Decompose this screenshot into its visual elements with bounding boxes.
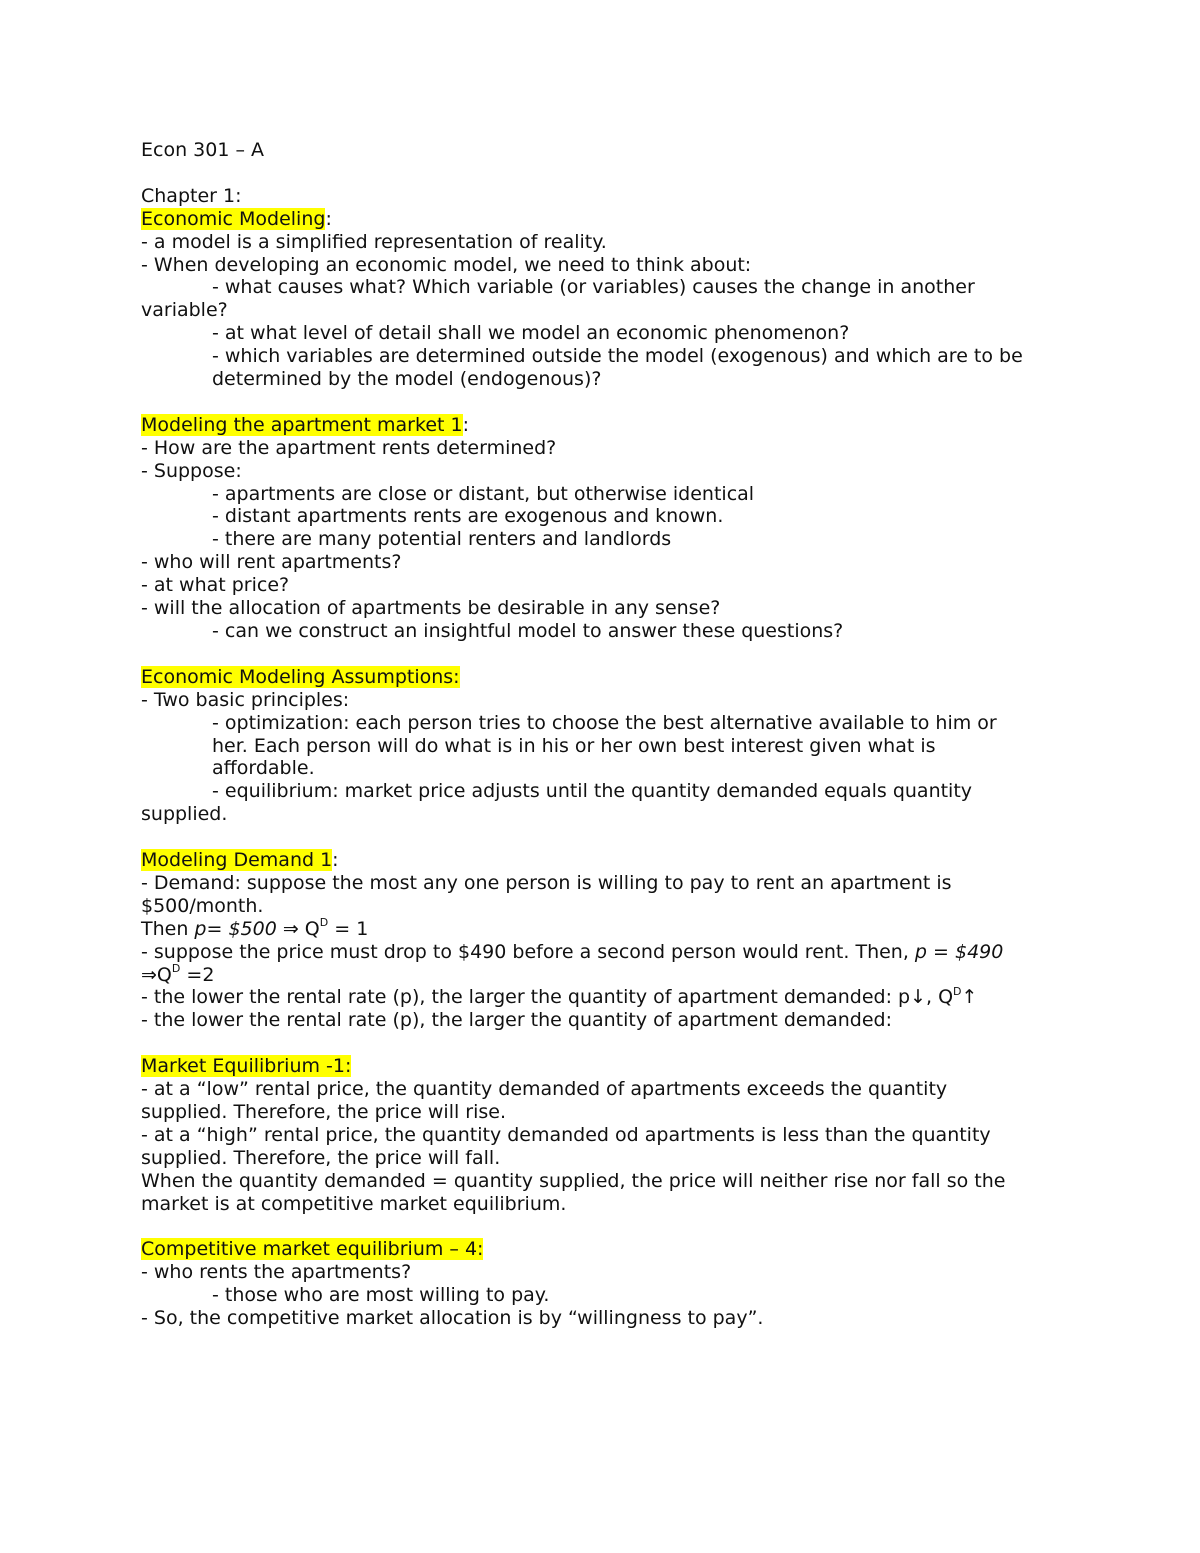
wrapped-line: her. Each person will do what is in his or her own best interest given what is [212,734,936,757]
text-run: = 1 [328,917,369,940]
wrapped-line: supplied. Therefore, the price will rise. [141,1100,507,1123]
superscript: D [319,916,329,930]
sub-bullet-item: - those who are most willing to pay. [212,1284,550,1307]
chapter-heading: Chapter 1: [141,184,242,207]
wrapped-line: determined by the model (endogenous)? [212,368,602,391]
bullet-item: - at a “low” rental price, the quantity demanded of apartments exceeds the quantity [141,1078,948,1101]
spacer [141,826,1071,849]
section-heading-economic-modeling [141,208,1071,231]
wrapped-line: supplied. Therefore, the price will fall. [141,1146,501,1169]
text-run: Then [141,917,195,940]
bullet-item: - When developing an economic model, we need to think about: [141,253,752,276]
bullet-item: - So, the competitive market allocation is by “willingness to pay”. [141,1307,764,1330]
highlighted-heading: Modeling Demand 1 [141,849,333,872]
bullet-item: - Suppose: [141,459,242,482]
sub-bullet-item: - what causes what? Which variable (or variables) causes the change in another [212,276,975,299]
wrapped-line: variable? [141,299,228,322]
heading-suffix: : [462,413,469,436]
sub-bullet-item: - at what level of detail shall we model an economic phenomenon? [212,322,850,345]
spacer [141,162,1071,185]
bullet-item: - a model is a simplified representation of reality. [141,230,607,253]
superscript: D [953,985,962,999]
highlighted-heading: Modeling the apartment market 1 [141,413,463,436]
sub-bullet-item: - distant apartments rents are exogenous and known. [212,505,724,528]
paragraph-line: When the quantity demanded = quantity supplied, the price will neither rise nor fall so the [141,1169,1006,1192]
bullet-item: - who rents the apartments? [141,1261,412,1284]
bullet-item: - Two basic principles: [141,688,350,711]
italic-equation: p= $500 [194,917,277,940]
course-title: Econ 301 – A [141,139,264,161]
section-heading-apartment-market [141,414,1071,437]
section-heading-competitive-equilibrium [141,1238,1071,1261]
wrapped-line: market is at competitive market equilibrium. [141,1192,567,1215]
sub-bullet-item: - can we construct an insightful model to answer these questions? [212,620,844,642]
wrapped-line: supplied. [141,803,228,826]
bullet-item: - will the allocation of apartments be desirable in any sense? [141,597,721,620]
spacer [141,643,1071,666]
text-run: ⇒ Q [276,917,320,940]
sub-bullet-item: - which variables are determined outside the model (exogenous) and which are to be [212,345,1023,368]
bullet-item: - the lower the rental rate (p), the larger the quantity of apartment demanded: [141,1009,892,1032]
equation-line [141,918,1071,941]
italic-equation: p = $490 [914,940,1004,963]
sub-bullet-item: - optimization: each person tries to choose the best alternative available to him or [212,711,997,734]
heading-suffix: : [332,849,339,872]
spacer [141,1032,1071,1055]
section-heading-market-equilibrium [141,1055,1071,1078]
spacer [141,1216,1071,1239]
bullet-item: - who will rent apartments? [141,551,402,574]
heading-suffix: : [325,207,332,230]
sub-bullet-item: - there are many potential renters and landlords [212,528,672,551]
wrapped-line: $500/month. [141,894,264,917]
highlighted-heading: Competitive market equilibrium – 4: [141,1238,484,1261]
text-run: ⇒Q [141,963,172,986]
spacer [141,391,1071,414]
sub-bullet-item: - apartments are close or distant, but otherwise identical [212,482,755,505]
highlighted-heading: Economic Modeling Assumptions: [141,665,460,688]
wrapped-line [141,964,1071,987]
bullet-item: - Demand: suppose the most any one person is willing to pay to rent an apartment is [141,871,952,894]
bullet-item: - at a “high” rental price, the quantity demanded od apartments is less than the quantity [141,1123,991,1146]
bullet-item: - at what price? [141,574,290,597]
bullet-item: - How are the apartment rents determined? [141,436,557,459]
bullet-item [141,986,1071,1009]
text-run: ↑ [961,986,978,1009]
text-run: =2 [180,963,215,986]
highlighted-heading: Economic Modeling [141,207,326,230]
bullet-item [141,941,1071,964]
section-heading-demand [141,849,1071,872]
section-heading-assumptions [141,666,1071,689]
document-page [141,139,1071,1330]
wrapped-line: affordable. [212,757,315,780]
sub-bullet-item: - equilibrium: market price adjusts until the quantity demanded equals quantity [212,780,973,803]
highlighted-heading: Market Equilibrium -1: [141,1055,352,1078]
superscript: D [171,962,181,976]
text-run: - suppose the price must drop to $490 before a second person would rent. Then, [141,940,915,963]
text-run: - the lower the rental rate (p), the larger the quantity of apartment demanded: p↓, Q [141,986,954,1009]
